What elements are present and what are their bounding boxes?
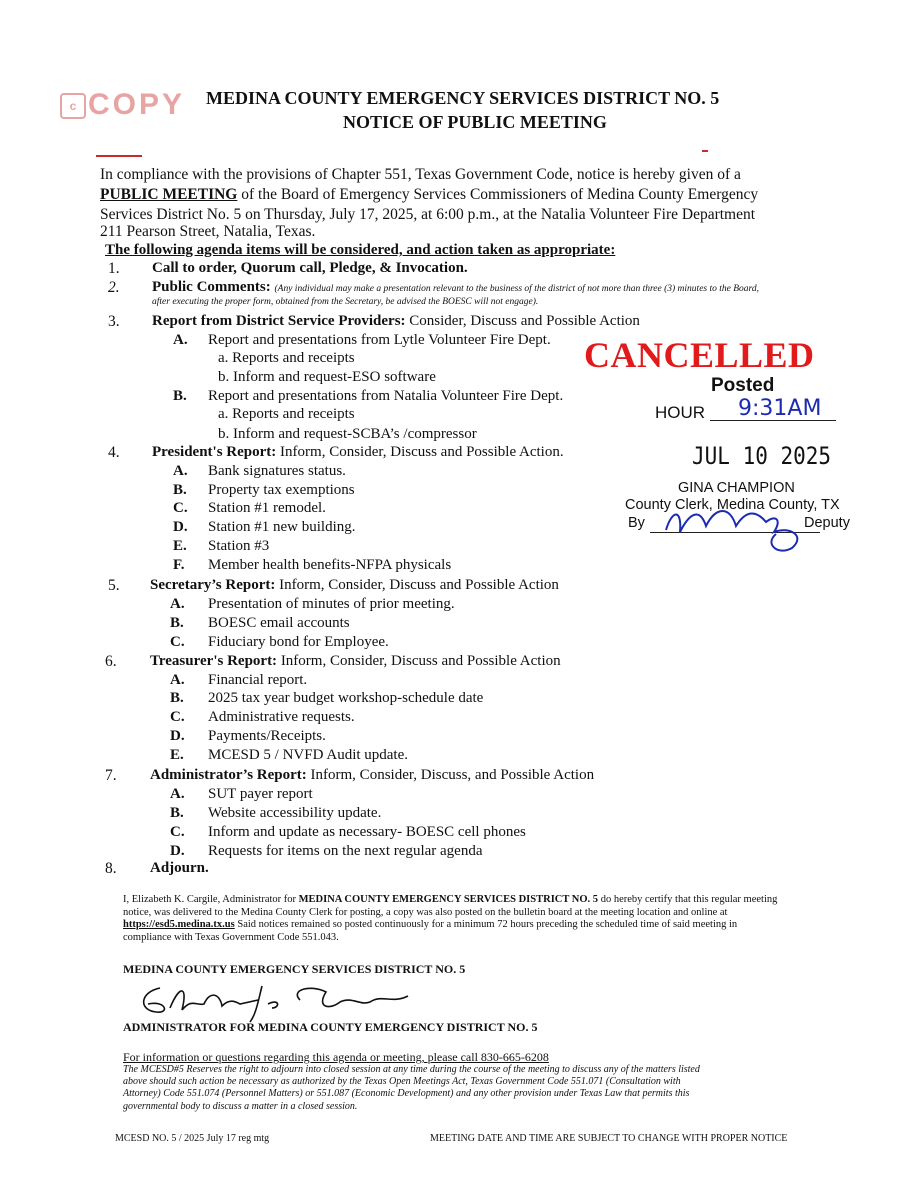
sub-item-letter: C. (173, 500, 188, 516)
sub-item-letter: A. (170, 786, 185, 802)
closed-session-line-1: The MCESD#5 Reserves the right to adjourn into closed session at any time during the course of the meeting to discuss any of the matters listed (123, 1064, 700, 1075)
copy-stamp-text: COPY (88, 88, 186, 121)
document-title: MEDINA COUNTY EMERGENCY SERVICES DISTRICT NO. 5 (206, 88, 720, 108)
sub-item-text: Station #3 (208, 538, 270, 554)
copy-stamp (60, 88, 185, 122)
clerk-name: GINA CHAMPION (678, 480, 795, 496)
sub-item-letter: D. (173, 519, 188, 535)
sub-item-letter: A. (170, 596, 185, 612)
sub-item-letter: A. (173, 332, 188, 348)
red-mark (702, 150, 708, 152)
intro-line-2 (100, 186, 758, 204)
hour-label: HOUR (655, 403, 706, 422)
posted-label: Posted (711, 375, 775, 396)
sub-item-text: Website accessibility update. (208, 805, 382, 821)
agenda-item-title: Treasurer's Report: (150, 653, 278, 669)
sub-item-text: Financial report. (208, 672, 308, 688)
agenda-item-7 (150, 767, 594, 784)
closed-session-line-4: governmental body to discuss a matter in a closed session. (123, 1101, 358, 1112)
agenda-item-action: Inform, Consider, Discuss and Possible Action (277, 653, 561, 669)
footer-left: MCESD NO. 5 / 2025 July 17 reg mtg (115, 1133, 270, 1144)
sub-item-text: Station #1 new building. (208, 519, 356, 535)
agenda-item-title: Public Comments: (152, 279, 271, 295)
sub-item-text: MCESD 5 / NVFD Audit update. (208, 747, 409, 763)
public-meeting-emphasis: PUBLIC MEETING (100, 186, 238, 203)
sub-item-text: Property tax exemptions (208, 482, 355, 498)
sub-item-text: Bank signatures status. (208, 463, 346, 479)
agenda-item-title: Report from District Service Providers: (152, 313, 406, 329)
cancelled-stamp: CANCELLED (584, 335, 815, 375)
intro-line-4: 211 Pearson Street, Natalia, Texas. (100, 223, 316, 240)
sub-item-letter: B. (170, 805, 184, 821)
sub-item-letter: C. (170, 634, 185, 650)
closed-session-line-2: above should such action be necessary as authorized by the Texas Open Meetings Act, Texas Government Code 551.071 (Consultation with (123, 1076, 681, 1087)
document-subtitle: NOTICE OF PUBLIC MEETING (343, 112, 607, 132)
agenda-item-action: Consider, Discuss and Possible Action (405, 313, 640, 329)
cert-line-1 (123, 894, 777, 905)
agenda-item-number: 3. (108, 313, 120, 330)
cert-line-4: compliance with Texas Government Code 551.043. (123, 932, 339, 943)
contact-info: For information or questions regarding this agenda or meeting, please call 830-665-6208 (123, 1050, 549, 1064)
agenda-item-4 (152, 444, 564, 461)
cert-line-2: notice, was delivered to the Medina County Clerk for posting, a copy was also posted on the bulletin board at the meeting location and online at (123, 907, 728, 918)
sub-sub-item: a. Reports and receipts (218, 350, 355, 366)
agenda-heading: The following agenda items will be considered, and action taken as appropriate: (105, 242, 616, 258)
intro-line-1: In compliance with the provisions of Chapter 551, Texas Government Code, notice is hereby given of a (100, 166, 741, 183)
sub-item-text: Station #1 remodel. (208, 500, 326, 516)
sub-item-text: 2025 tax year budget workshop-schedule date (208, 690, 484, 706)
sub-item-text: Report and presentations from Lytle Volunteer Fire Dept. (208, 332, 551, 348)
agenda-item-number: 8. (105, 860, 117, 877)
posted-date: JUL 10 2025 (692, 442, 832, 470)
sub-item-letter: B. (170, 690, 184, 706)
sub-item-letter: B. (173, 388, 187, 404)
agenda-item-title: President's Report: (152, 444, 277, 460)
public-comments-note: (Any individual may make a presentation relevant to the business of the district of not more than three (3) minutes to the Board, (274, 284, 760, 294)
cert-district-name: MEDINA COUNTY EMERGENCY SERVICES DISTRICT NO. 5 (298, 894, 599, 905)
sub-item-letter: A. (170, 672, 185, 688)
sub-sub-item: b. Inform and request-ESO software (218, 369, 436, 385)
sub-item-text: Payments/Receipts. (208, 728, 326, 744)
sub-item-text: SUT payer report (208, 786, 313, 802)
sub-item-letter: B. (170, 615, 184, 631)
cert-line-3 (123, 919, 737, 930)
cert-text: I, Elizabeth K. Cargile, Administrator for (123, 894, 299, 905)
hour-handwritten: 9:31AM (738, 396, 822, 421)
agenda-item-number: 6. (105, 653, 117, 670)
agenda-item-number: 4. (108, 444, 120, 461)
agenda-item-number: 2. (108, 279, 120, 296)
agenda-item-number: 7. (105, 767, 117, 784)
sub-item-letter: E. (170, 747, 184, 763)
sub-item-text: Presentation of minutes of prior meeting. (208, 596, 455, 612)
cert-text: Said notices remained so posted continuously for a minimum 72 hours preceding the scheduled time of said meeting in (234, 919, 738, 930)
agenda-item-3 (152, 313, 640, 330)
public-comments-note-2: after executing the proper form, obtained from the Secretary, be advised the BOESC will not engage). (152, 297, 539, 307)
agenda-item-6 (150, 653, 561, 670)
sub-item-text: Member health benefits-NFPA physicals (208, 557, 452, 573)
sub-item-text: Inform and update as necessary- BOESC cell phones (208, 824, 526, 840)
sub-item-text: Administrative requests. (208, 709, 355, 725)
sub-item-letter: B. (173, 482, 187, 498)
sub-item-letter: C. (170, 824, 185, 840)
sub-sub-item: b. Inform and request-SCBA’s /compressor (218, 426, 477, 442)
agenda-item-title: Adjourn. (150, 860, 209, 876)
agenda-item-title: Administrator’s Report: (150, 767, 307, 783)
agenda-item-title: Secretary’s Report: (150, 577, 276, 593)
sub-item-letter: D. (170, 728, 185, 744)
red-mark (96, 155, 142, 157)
sub-item-letter: E. (173, 538, 187, 554)
agenda-item-number: 5. (108, 577, 120, 594)
agenda-item-2 (152, 279, 759, 296)
agenda-item-action: Inform, Consider, Discuss and Possible Action (275, 577, 559, 593)
deputy-label: Deputy (804, 515, 850, 531)
sub-sub-item: a. Reports and receipts (218, 406, 355, 422)
sub-item-text: Fiduciary bond for Employee. (208, 634, 389, 650)
sub-item-letter: D. (170, 843, 185, 859)
agenda-item-title: Call to order, Quorum call, Pledge, & Invocation. (152, 260, 468, 276)
sub-item-text: BOESC email accounts (208, 615, 350, 631)
sub-item-letter: A. (173, 463, 188, 479)
by-label: By (628, 515, 645, 531)
district-website-link[interactable]: https://esd5.medina.tx.us (123, 919, 235, 930)
intro-line-2-rest: of the Board of Emergency Services Commissioners of Medina County Emergency (237, 186, 759, 203)
agenda-item-5 (150, 577, 559, 594)
sub-item-letter: F. (173, 557, 185, 573)
agenda-item-number: 1. (108, 260, 120, 277)
sub-item-letter: C. (170, 709, 185, 725)
intro-line-3: Services District No. 5 on Thursday, July 17, 2025, at 6:00 p.m., at the Natalia Volunteer Fire Department (100, 206, 756, 223)
sub-item-text: Report and presentations from Natalia Volunteer Fire Dept. (208, 388, 564, 404)
deputy-signature-scribble (660, 496, 810, 556)
agenda-item-action: Inform, Consider, Discuss and Possible Action. (276, 444, 564, 460)
agenda-item-action: Inform, Consider, Discuss, and Possible Action (306, 767, 595, 783)
signature-district: MEDINA COUNTY EMERGENCY SERVICES DISTRICT NO. 5 (123, 962, 466, 976)
clerk-title: County Clerk, Medina County, TX (625, 497, 840, 513)
copyright-icon: c (60, 93, 86, 119)
cert-text: do hereby certify that this regular meeting (598, 894, 778, 905)
sub-item-text: Requests for items on the next regular agenda (208, 843, 483, 859)
signature-title: ADMINISTRATOR FOR MEDINA COUNTY EMERGENCY DISTRICT NO. 5 (123, 1020, 538, 1034)
footer-right: MEETING DATE AND TIME ARE SUBJECT TO CHANGE WITH PROPER NOTICE (430, 1133, 788, 1144)
closed-session-line-3: Attorney) Code 551.074 (Personnel Matters) or 551.087 (Economic Development) and any other provision under Texas Law that permits this (123, 1088, 690, 1099)
